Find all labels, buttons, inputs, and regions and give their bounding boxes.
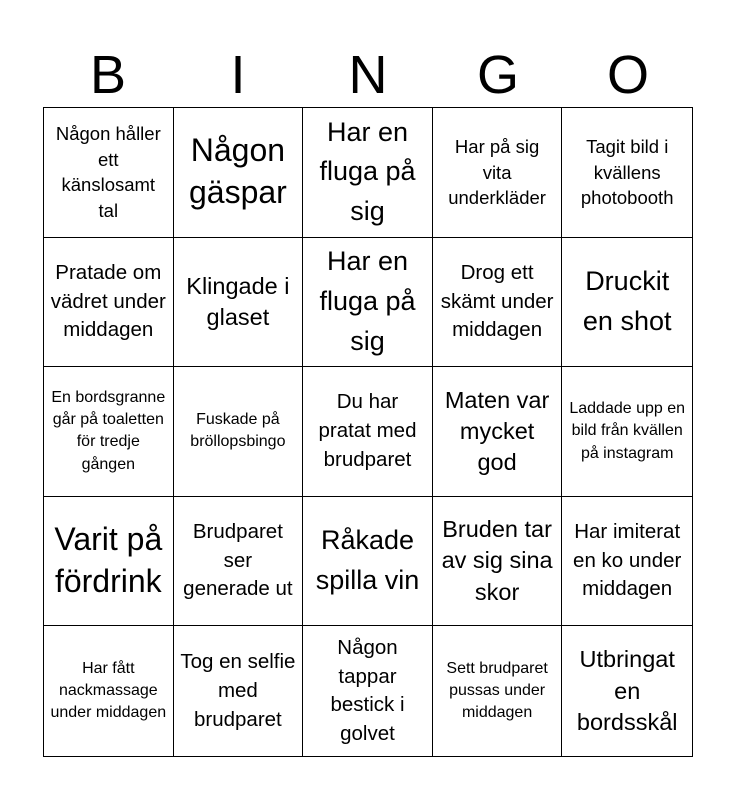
cell-text: Har på sig vita underkläder [448,136,546,209]
bingo-cell[interactable] [303,626,433,756]
bingo-cell[interactable] [44,238,174,368]
cell-text: Du har pratat med brudparet [318,390,417,471]
bingo-cell[interactable] [44,497,174,627]
bingo-cell[interactable] [433,367,563,497]
bingo-cell[interactable] [303,497,433,627]
cell-text: Tog en selfie med brudparet [180,650,296,731]
cell-text: Pratade om vädret under middagen [50,260,166,342]
cell-text: En bordsgranne går på toaletten för tredje gången [51,388,166,473]
bingo-cell[interactable] [562,238,692,368]
cell-text: Någon gäspar [188,132,287,211]
bingo-cell[interactable] [562,626,692,756]
bingo-cell[interactable] [303,367,433,497]
cell-text: Någon tappar bestick i golvet [330,635,405,745]
bingo-header [43,42,693,108]
cell-text: Har fått nackmassage under middagen [50,659,167,722]
cell-text: Har en fluga på sig [319,246,416,356]
cell-text: Utbringat en bordsskål [576,646,678,735]
bingo-cell[interactable] [303,108,433,238]
bingo-cell[interactable] [174,367,304,497]
bingo-cell[interactable] [433,238,563,368]
cell-text: Brudparet ser generade ut [183,520,293,601]
cell-text: Druckit en shot [582,266,672,336]
cell-text: Någon håller ett känslosamt tal [55,123,161,221]
cell-text: Klingade i glaset [186,272,290,330]
cell-text: Fuskade på bröllopsbingo [190,411,286,451]
bingo-board [43,107,693,757]
cell-text: Tagit bild i kvällens photobooth [580,136,674,209]
cell-text: Maten var mycket god [444,386,550,476]
bingo-cell[interactable] [174,108,304,238]
header-letter-o: O [606,45,649,105]
bingo-cell[interactable] [174,626,304,756]
cell-text: Sett brudparet pussas under middagen [446,659,548,722]
bingo-cell[interactable] [433,108,563,238]
bingo-cell[interactable] [44,108,174,238]
bingo-cell[interactable] [433,497,563,627]
bingo-cell[interactable] [44,367,174,497]
cell-text: Har imiterat en ko under middagen [573,520,682,601]
cell-text: Laddade upp en bild från kvällen på instagram [569,399,686,462]
cell-text: Har en fluga på sig [319,116,416,227]
bingo-cell[interactable] [562,108,692,238]
header-letter-g: G [476,45,519,105]
bingo-cell[interactable] [303,238,433,368]
bingo-cell[interactable] [44,626,174,756]
bingo-cell[interactable] [562,367,692,497]
cell-text: Drog ett skämt under middagen [440,260,554,342]
header-letter-n: N [348,45,388,105]
bingo-cell[interactable] [562,497,692,627]
bingo-cell[interactable] [174,497,304,627]
cell-text: Varit på fördrink [54,521,163,600]
bingo-cell[interactable] [174,238,304,368]
bingo-cell[interactable] [433,626,563,756]
header-letter-b: B [89,45,127,105]
header-letter-i: I [230,45,246,105]
cell-text: Råkade spilla vin [315,525,420,596]
cell-text: Bruden tar av sig sina skor [441,516,553,605]
